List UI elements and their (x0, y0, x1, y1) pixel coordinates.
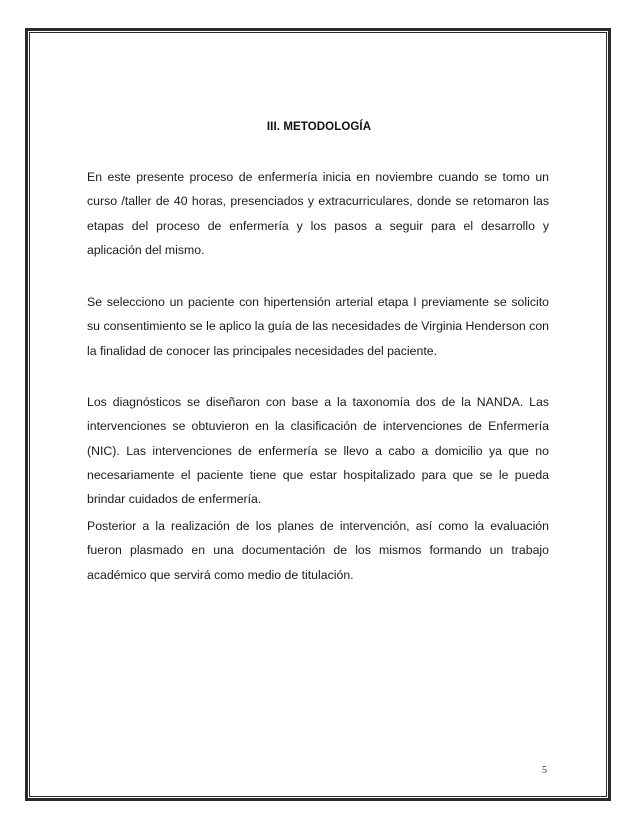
paragraph-4: Posterior a la realización de los planes de intervención, así como la evaluación fueron plasmado en una documentación de los mismos formando un trabajo académico que servirá como medio de titulación. (87, 519, 549, 582)
paragraph-3: Los diagnósticos se diseñaron con base a la taxonomía dos de la NANDA. Las intervenciones se obtuvieron en la clasificación de intervenciones de Enfermería (NIC). Las intervenciones de enfermería se llevo a cabo a domicilio ya que no necesariamente el paciente tiene que estar hospitalizado para que se le pueda brindar cuidados de enfermería. (87, 395, 549, 507)
paragraph-1: En este presente proceso de enfermería inicia en noviembre cuando se tomo un curso /taller de 40 horas, presenciados y extracurriculares, donde se retomaron las etapas del proceso de enfermería y los pasos a seguir para el desarrollo y aplicación del mismo. (87, 170, 549, 257)
section-title: III. METODOLOGÍA (266, 121, 372, 133)
paragraph-2: Se selecciono un paciente con hipertensión arterial etapa I previamente se solicito su consentimiento se le aplico la guía de las necesidades de Virginia Henderson con la finalidad de conocer las principales necesidades del paciente. (87, 295, 549, 358)
page-number: 5 (542, 765, 547, 776)
